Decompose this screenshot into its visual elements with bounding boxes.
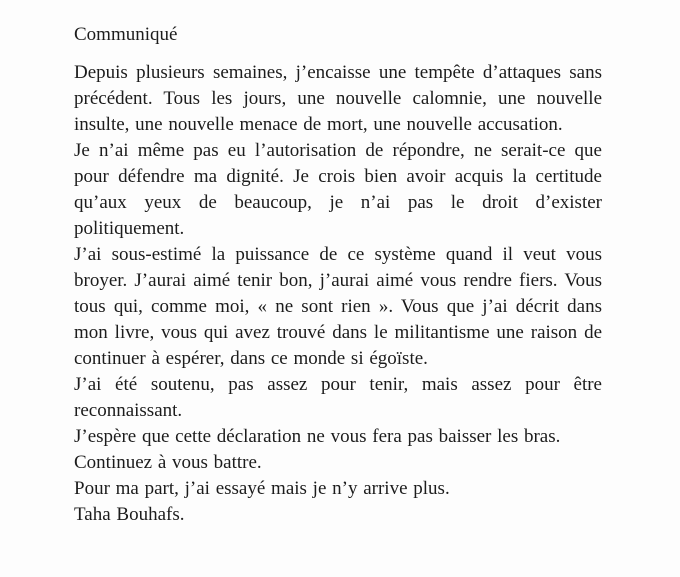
paragraph-6: Continuez à vous battre. (74, 452, 262, 473)
paragraph-5: J’espère que cette déclaration ne vous fera pas baisser les bras. (74, 426, 561, 447)
paragraph-7: Pour ma part, j’ai essayé mais je n’y arrive plus. (74, 478, 450, 499)
paragraph-4: J’ai été soutenu, pas assez pour tenir, mais assez pour être reconnaissant. (74, 374, 602, 421)
paragraph-3: J’ai sous-estimé la puissance de ce système quand il veut vous broyer. J’aurai aimé tenir bon, j’aurai aimé vous rendre fiers. Vous tous qui, comme moi, « ne sont rien ». Vous que j’ai décrit dans mon livre, vous qui avez trouvé dans le militantisme une raison de continuer à espérer, dans ce monde si égoïste. (74, 244, 602, 369)
signature: Taha Bouhafs. (74, 504, 185, 525)
document-title: Communiqué (74, 24, 178, 45)
paragraph-1: Depuis plusieurs semaines, j’encaisse une tempête d’attaques sans précédent. Tous les jours, une nouvelle calomnie, une nouvelle insulte, une nouvelle menace de mort, une nouvelle accusation. (74, 62, 602, 135)
paragraph-2: Je n’ai même pas eu l’autorisation de répondre, ne serait-ce que pour défendre ma dignité. Je crois bien avoir acquis la certitude qu’aux yeux de beaucoup, je n’ai pas le droit d’exister politiquement. (74, 140, 602, 239)
